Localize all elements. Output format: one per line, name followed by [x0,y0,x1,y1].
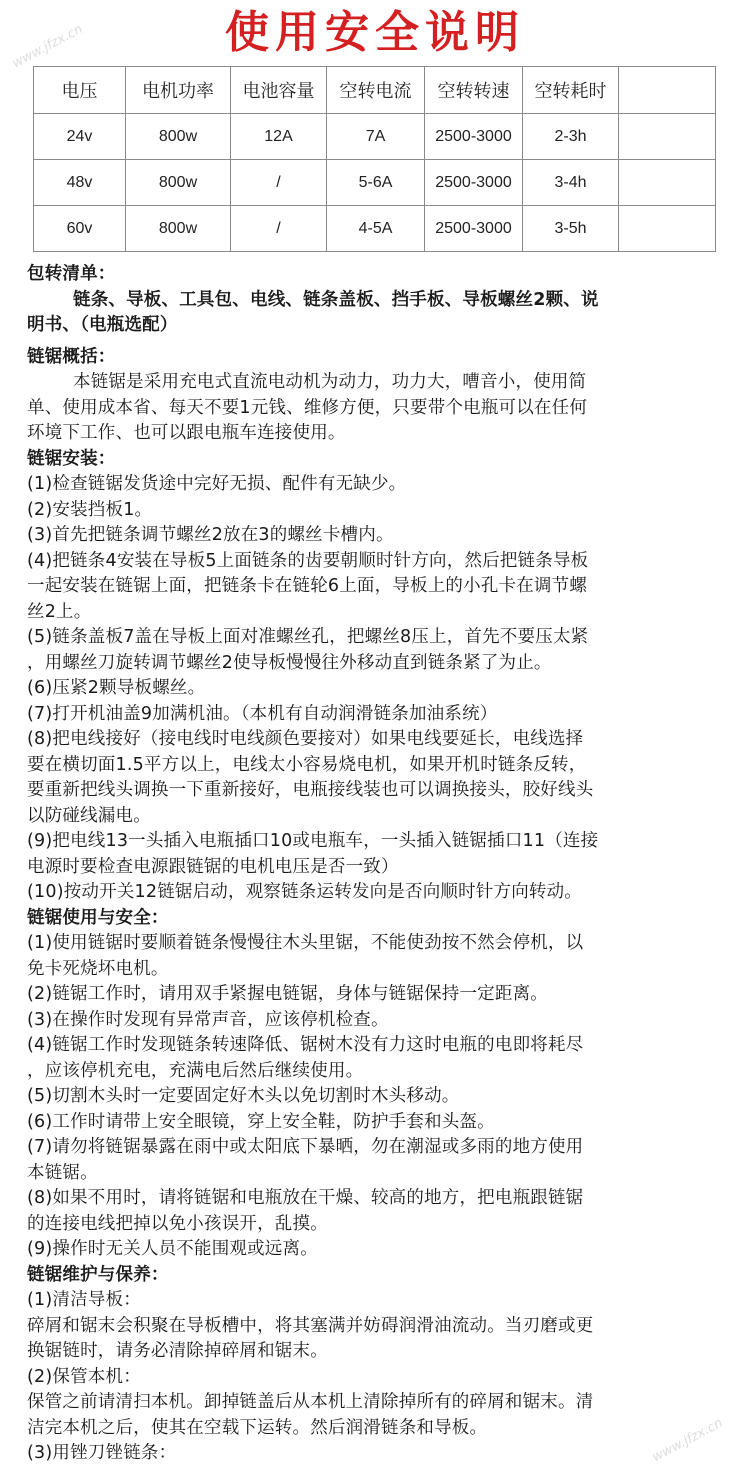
install-line: 丝2上。 [27,601,92,622]
table-cell: 24v [34,114,126,160]
watermark: www.jfzx.cn [650,1415,726,1466]
safety-line: (7)请勿将链锯暴露在雨中或太阳底下暴晒，勿在潮湿或多雨的地方使用 [27,1137,584,1157]
table-cell: 2500-3000 [425,160,523,206]
install-line: (2)安装挡板1。 [27,499,153,520]
overview-line: 单、使用成本省、每天不要1元钱、维修方便，只要带个电瓶可以在任何 [27,397,588,418]
package-line: 链条、导板、工具包、电线、链条盖板、挡手板、导板螺丝2颗、说 [73,289,599,310]
header-battery-capacity: 电池容量 [231,67,327,114]
overview-heading: 链锯概括： [27,346,116,367]
table-cell: / [231,160,327,206]
table-row [34,206,716,252]
table-cell: 4-5A [327,206,425,252]
maintenance-line: 换锯链时，请务必清除掉碎屑和锯末。 [27,1341,328,1361]
overview-line: 本链锯是采用充电式直流电动机为动力，功力大，嘈音小，使用简 [73,372,587,392]
table-cell: 800w [126,160,231,206]
table-cell: 3-5h [523,206,619,252]
package-line: 明书、（电瓶选配） [27,315,178,335]
install-line: (5)链条盖板7盖在导板上面对准螺丝孔，把螺丝8压上，首先不要压太紧 [27,627,589,647]
table-cell: 5-6A [327,160,425,206]
safety-line: (1)使用链锯时要顺着链条慢慢往木头里锯，不能使劲按不然会停机，以 [27,933,584,953]
header-motor-power: 电机功率 [126,67,231,114]
watermark: www.jfzx.cn [10,21,86,72]
page-title: 使用安全说明 [225,7,525,58]
safety-line: (8)如果不用时，请将链锯和电瓶放在干燥、较高的地方，把电瓶跟链锯 [27,1188,584,1208]
table-cell [619,114,716,160]
safety-line: (4)链锯工作时发现链条转速降低、锯树木没有力这时电瓶的电即将耗尽 [27,1035,584,1055]
install-line: (6)压紧2颗导板螺丝。 [27,678,206,698]
install-line: 以防碰线漏电。 [27,805,151,826]
install-line: ，用螺丝刀旋转调节螺丝2使导板慢慢往外移动直到链条紧了为止。 [27,652,552,673]
table-row [34,160,716,206]
header-empty [619,67,716,114]
install-line: 要重新把线头调换一下重新接好，电瓶接线装也可以调换接头，胶好线头 [27,780,594,800]
safety-line: (3)在操作时发现有异常声音，应该停机检查。 [27,1009,389,1030]
header-idle-duration: 空转耗时 [523,67,619,114]
install-line: (7)打开机油盖9加满机油。（本机有自动润滑链条加油系统） [27,703,498,724]
safety-line: 本链锯。 [27,1162,98,1183]
safety-line: (9)操作时无关人员不能围观或远离。 [27,1239,318,1259]
install-heading: 链锯安装： [27,448,116,469]
header-idle-speed: 空转转速 [425,67,523,114]
table-row [34,114,716,160]
table-cell: 2500-3000 [425,114,523,160]
instructions-body [27,262,726,1467]
maintenance-line: (1)清洁导板： [27,1290,141,1310]
overview-line: 环境下工作、也可以跟电瓶车连接使用。 [27,423,346,443]
install-line: 电源时要检查电源跟链锯的电机电压是否一致） [27,856,399,877]
maintenance-line: 碎屑和锯末会积聚在导板槽中，将其塞满并妨碍润滑油流动。当刃磨或更 [27,1315,594,1336]
safety-heading: 链锯使用与安全： [27,907,169,928]
maintenance-line: (3)用锉刀锉链条： [27,1443,177,1463]
maintenance-line: 洁完本机之后，使其在空载下运转。然后润滑链条和导板。 [27,1417,488,1438]
table-cell: 2500-3000 [425,206,523,252]
table-cell: / [231,206,327,252]
table-cell: 12A [231,114,327,160]
install-line: (4)把链条4安装在导板5上面链条的齿要朝顺时针方向，然后把链条导板 [27,550,589,571]
maintenance-line: 保管之前请清扫本机。卸掉链盖后从本机上清除掉所有的碎屑和锯末。清 [27,1392,594,1412]
header-idle-current: 空转电流 [327,67,425,114]
safety-line: (5)切割木头时一定要固定好木头以免切割时木头移动。 [27,1086,460,1106]
table-cell: 800w [126,114,231,160]
table-cell: 7A [327,114,425,160]
install-line: (10)按动开关12链锯启动，观察链条运转发向是否向顺时针方向转动。 [27,882,582,902]
safety-line: ，应该停机充电，充满电后然后继续使用。 [27,1060,364,1081]
safety-line: 免卡死烧坏电机。 [27,958,169,979]
table-cell: 2-3h [523,114,619,160]
table-cell: 3-4h [523,160,619,206]
table-cell: 800w [126,206,231,252]
spec-table [33,66,716,252]
install-line: 要在横切面1.5平方以上，电线太小容易烧电机，如果开机时链条反转， [27,754,587,775]
safety-line: 的连接电线把掉以免小孩误开，乱摸。 [27,1213,328,1234]
install-line: (8)把电线接好（接电线时电线颜色要接对）如果电线要延长，电线选择 [27,729,584,749]
safety-line: (2)链锯工作时，请用双手紧握电链锯，身体与链锯保持一定距离。 [27,984,548,1004]
table-cell [619,206,716,252]
table-cell: 48v [34,160,126,206]
header-voltage: 电压 [34,67,126,114]
table-cell: 60v [34,206,126,252]
install-line: (3)首先把链条调节螺丝2放在3的螺丝卡槽内。 [27,525,394,545]
package-heading: 包转清单： [27,264,116,284]
install-line: (1)检查链锯发货途中完好无损、配件有无缺少。 [27,474,407,494]
safety-line: (6)工作时请带上安全眼镜，穿上安全鞋，防护手套和头盔。 [27,1111,495,1132]
install-line: (9)把电线13一头插入电瓶插口10或电瓶车，一头插入链锯插口11（连接 [27,831,599,851]
install-line: 一起安装在链锯上面，把链条卡在链轮6上面，导板上的小孔卡在调节螺 [27,576,588,596]
table-cell [619,160,716,206]
table-header-row [34,67,716,114]
maintenance-heading: 链锯维护与保养： [27,1264,169,1285]
maintenance-line: (2)保管本机： [27,1366,141,1387]
